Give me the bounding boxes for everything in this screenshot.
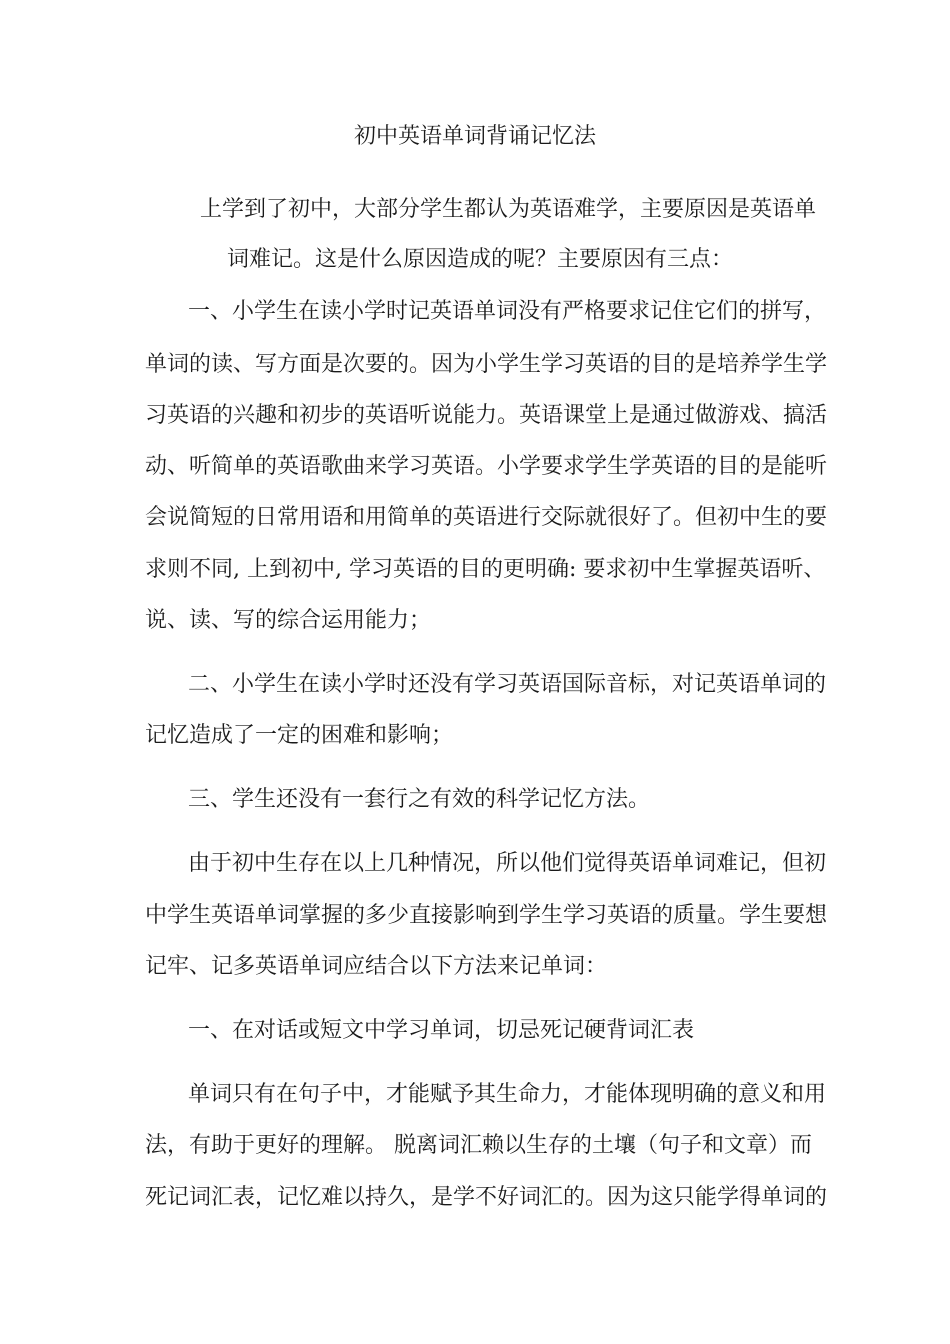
text-line: 由于初中生存在以上几种情况，所以他们觉得英语单词难记，但初 xyxy=(188,851,827,876)
text-line: 记忆造成了一定的困难和影响； xyxy=(145,723,454,748)
text-line: 会说简短的日常用语和用简单的英语进行交际就很好了。但初中生的要 xyxy=(145,505,828,530)
text-line: 上学到了初中，大部分学生都认为英语难学，主要原因是英语单 xyxy=(200,197,817,222)
text-line: 动、听简单的英语歌曲来学习英语。小学要求学生学英语的目的是能听 xyxy=(145,454,828,479)
text-line: 一、在对话或短文中学习单词，切忌死记硬背词汇表 xyxy=(188,1018,695,1043)
text-line: 说、读、写的综合运用能力； xyxy=(145,608,432,633)
text-line: 三、学生还没有一套行之有效的科学记忆方法。 xyxy=(188,787,651,812)
text-line: 法，有助于更好的理解。 脱离词汇赖以生存的土壤（句子和文章）而 xyxy=(145,1133,812,1158)
text-line: 习英语的兴趣和初步的英语听说能力。英语课堂上是通过做游戏、搞活 xyxy=(145,403,828,428)
text-line: 中学生英语单词掌握的多少直接影响到学生学习英语的质量。学生要想 xyxy=(145,903,828,928)
text-line: 记牢、记多英语单词应结合以下方法来记单词： xyxy=(145,954,608,979)
text-line: 求则不同, 上到初中, 学习英语的目的更明确: 要求初中生掌握英语听、 xyxy=(145,557,826,582)
text-line: 死记词汇表，记忆难以持久，是学不好词汇的。因为这只能学得单词的 xyxy=(145,1185,828,1210)
text-line: 词难记。这是什么原因造成的呢？主要原因有三点： xyxy=(227,247,734,272)
text-line: 单词的读、写方面是次要的。因为小学生学习英语的目的是培养学生学 xyxy=(145,352,828,377)
text-line: 单词只有在句子中，才能赋予其生命力，才能体现明确的意义和用 xyxy=(188,1082,827,1107)
text-line: 一、小学生在读小学时记英语单词没有严格要求记住它们的拼写， xyxy=(188,299,827,324)
document-title: 初中英语单词背诵记忆法 xyxy=(353,124,596,149)
text-line: 二、小学生在读小学时还没有学习英语国际音标，对记英语单词的 xyxy=(188,672,827,697)
